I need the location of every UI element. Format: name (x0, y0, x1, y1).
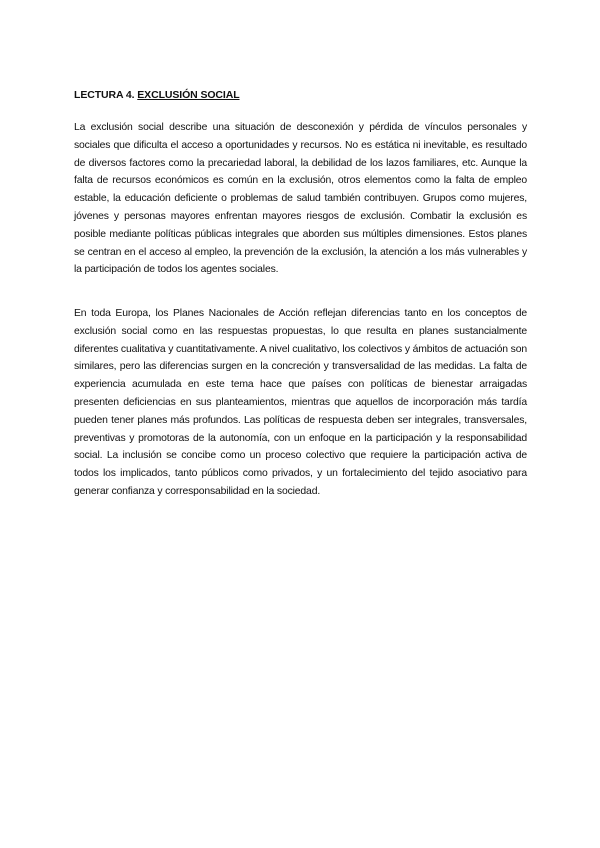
paragraph-2: En toda Europa, los Planes Nacionales de Acción reflejan diferencias tanto en los conceptos de exclusión social como en las respuestas propuestas, lo que resulta en planes sustancialmente diferentes cualitativa y cuantitativamente. A nivel cualitativo, los colectivos y ámbitos de actuación son similares, pero las diferencias surgen en la concreción y transversalidad de las medidas. La falta de experiencia acumulada en este tema hace que países con políticas de bienestar arraigadas presenten deficiencias en sus planteamientos, mientras que aquellos de incorporación más tardía pueden tener planes más profundos. Las políticas de respuesta deben ser integrales, transversales, preventivas y promotoras de la autonomía, con un enfoque en la participación y la responsabilidad social. La inclusión se concibe como un proceso colectivo que requiere la participación activa de todos los implicados, tanto públicos como privados, y un fortalecimiento del tejido asociativo para generar confianza y corresponsabilidad en la sociedad. (74, 308, 527, 497)
title-prefix: LECTURA 4. (74, 89, 135, 101)
title-main: EXCLUSIÓN SOCIAL (137, 89, 240, 101)
paragraph-1: La exclusión social describe una situación de desconexión y pérdida de vínculos personales y sociales que dificulta el acceso a oportunidades y recursos. No es estática ni inevitable, es resultado de diversos factores como la precariedad laboral, la debilidad de los lazos familiares, etc. Aunque la falta de recursos económicos es común en la exclusión, otros elementos como la falta de empleo estable, la educación deficiente o problemas de salud también contribuyen. Grupos como mujeres, jóvenes y personas mayores enfrentan mayores riesgos de exclusión. Combatir la exclusión es posible mediante políticas públicas integrales que aborden sus múltiples dimensiones. Estos planes se centran en el acceso al empleo, la prevención de la exclusión, la atención a los más vulnerables y la participación de todos los agentes sociales. (74, 122, 527, 276)
document-title (74, 89, 240, 101)
